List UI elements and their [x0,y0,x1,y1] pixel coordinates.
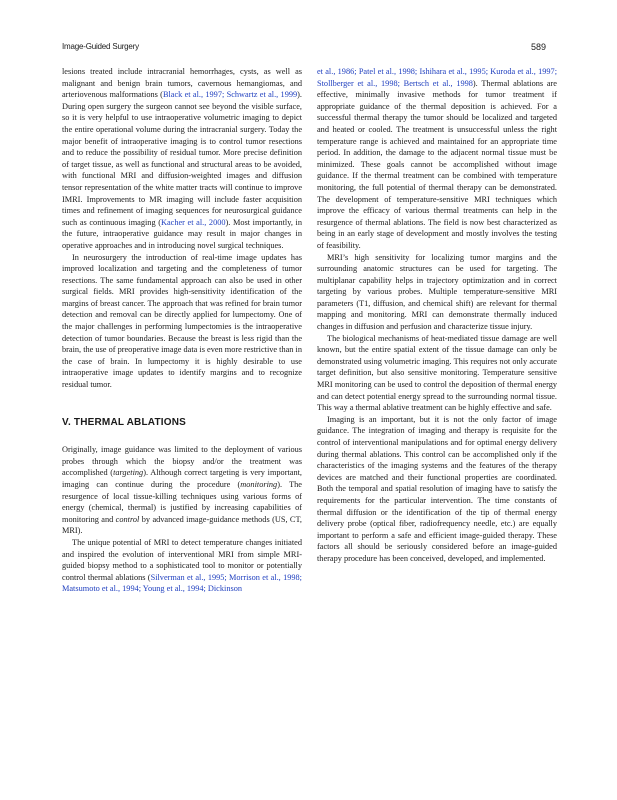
text: lesions treated include intracranial hemorrhages, cysts, as well as malignant and benign brain tumors, cavernous hemangiomas, and arteriovenous malformations ( [62,67,302,100]
paragraph: Imaging is an important, but it is not the only factor of image guidance. The integration of imaging and therapy is requisite for the control of interventional manipulations and for optimal energy delivery during thermal ablations. This control can be accomplished only if the characteristics of the imaging systems and the features of the therapy devices are matched and their functional properties are coordinated. Both the temporal and spatial resolution of imaging have to satisfy the requirements for the particular intervention. The time constants of thermal diffusion or the identification of the tip of thermal energy delivery probe (optical fiber, radiofrequency needle, etc.) are equally important to perform a safe and efficient image-guided therapy. These factors all should be seriously considered before an image-guided therapy procedure has been conceived, developed, and implemented. [317,414,557,563]
running-title: Image-Guided Surgery [62,42,139,51]
paragraph [62,66,302,252]
paragraph: In neurosurgery the introduction of real-time image updates has improved localization and targeting and the completeness of tumor resections. The same fundamental approach can also be used in other surgical fields. MRI provides high-sensitivity identification of the margins of breast cancer. The approach that was refined for brain tumor detection and removal can be directly applied for lumpectomy. One of the major challenges in performing lumpectomies is the intraoperative detection of tumor boundaries. Because the breast is less rigid than the brain, the use of preoperative image data is even more restrictive than in the case of brain. In lumpectomy it is highly desirable to use intraoperative image updates to identify margins and to recognize residual tumor. [62,252,302,390]
left-column [62,66,302,595]
emphasis: targeting [113,468,144,478]
emphasis: control [115,514,140,524]
running-head [62,41,546,53]
page-number: 589 [530,42,546,52]
citation-link[interactable]: Black et al., 1997; Schwartz et al., 1999 [162,90,298,100]
text: ). During open surgery the surgeon cannot see beyond the visible surface, so it is very helpful to use intraoperative volumetric imaging to depict the entire operational volume during the intracranial surgery. Today the major benefit of intraoperative imaging is to control tumor resections and to reduce the possibility of residual tumor. More precise definition of target tissue, as well as functional and structural areas to be avoided, with functional MRI and diffusion-weighted images and diffusion tensor representation of the white matter tracts will continue to improve IMRI. Improvements to MR imaging will include faster acquisition times and refinement of imaging sequences for neurosurgical guidance such as continuous imaging ( [62,90,302,227]
paragraph: MRI’s high sensitivity for localizing tumor margins and the surrounding anatomic structures can be used for targeting. The multiplanar capability helps in trajectory optimization and in correct targeting by various probes. Multiple temperature-sensitive MRI parameters (T1, diffusion, and chemical shift) are relevant for thermal mapping and monitoring. MRI can demonstrate thermally induced changes in diffusion and perfusion and characterize tissue injury. [317,252,557,332]
paragraph [317,66,557,252]
right-column [317,66,557,565]
paragraph: The biological mechanisms of heat-mediated tissue damage are well known, but the entire spatial extent of the tissue damage can only be demonstrated using volumetric imaging. This requires not only accurate target definition, but also sensitive monitoring. Temperature sensitive MRI monitoring can be used to control the deposition of thermal energy and can detect potential energy spread to the surrounding normal tissue. This way a thermal ablative treatment can be highly effective and safe. [317,333,557,413]
citation-link[interactable]: Silverman et al., 1995; Morrison et al., 1998; Matsumoto et al., 1994; Young et al., 1994; Dickinson [62,572,302,594]
text: ). The resurgence of local tissue-killing techniques using various forms of energy (chemical, thermal) is justified by increasing capabilities of monitoring and [62,480,302,524]
text: Originally, image guidance was limited to the deployment of various probes through which the biopsy and/or the treatment was accomplished ( [62,445,302,478]
text: ). Thermal ablations are effective, minimally invasive methods for tumor treatment if appropriate guidance of the thermal deposition is achieved. For a successful thermal therapy the tumor should be localized and targeted and heated or cooled. The treatment is unsuccessful unless the right temperature range is achieved and maintained for an appropriate time period. In addition, the damage to the adjacent normal tissue must be minimized. These goals cannot be accomplished without image guidance. If the thermal treatment can be combined with temperature monitoring, the full potential of thermal therapy can be demonstrated. The development of temperature-sensitive MRI techniques which improve the efficacy of various thermal treatments can help in the resurgence of thermal ablations. The field is now best characterized as being in an early stage of development and mostly involves the testing of feasibility. [317,78,557,250]
paragraph [62,537,302,595]
paragraph [62,444,302,537]
emphasis: monitoring [240,480,278,489]
text: ). Most importantly, in the future, intraoperative guidance may result in major changes in operative approaches and in introducing novel surgical techniques. [62,217,302,250]
citation-link[interactable]: et al., 1986; Patel et al., 1998; Ishihara et al., 1995; Kuroda et al., 1997; Stollberger et al., 1998; Bertsch et al., 1998 [317,67,557,88]
text: The unique potential of MRI to detect temperature changes initiated and inspired the evolution of interventional MRI from simple MRI-guided biopsy method to a sophisticated tool to monitor or potentially control thermal ablations ( [62,537,302,582]
text: ). Although correct targeting is very important, imaging can continue during the procedure ( [62,468,302,489]
citation-link[interactable]: Kacher et al., 2000 [160,217,226,227]
section-heading: V. THERMAL ABLATIONS [62,416,187,428]
text: by advanced image-guidance methods (US, CT, MRI). [62,514,302,536]
